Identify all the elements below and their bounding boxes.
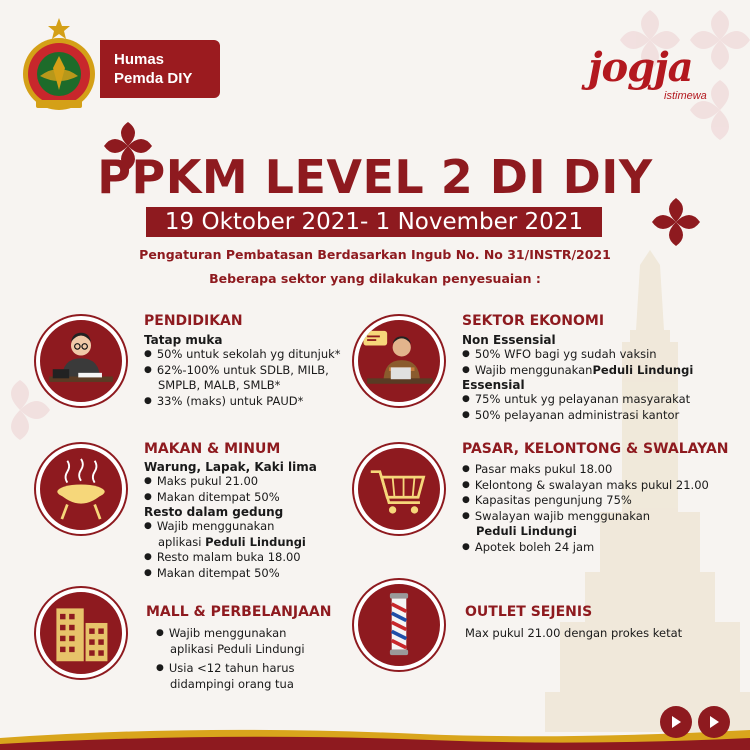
makan-sub2: Resto dalam gedung	[144, 505, 284, 519]
pasar-content	[462, 462, 737, 555]
list-item: ● Apotek boleh 24 jam	[462, 540, 737, 556]
pemda-diy-emblem-icon	[18, 16, 100, 112]
ekonomi-content	[462, 333, 732, 423]
play-icon	[669, 715, 683, 729]
jogja-brand: jogja	[588, 44, 693, 91]
barber-pole-icon	[354, 580, 444, 670]
outlet-title: OUTLET SEJENIS	[465, 604, 593, 620]
list-item: Peduli Lindungi	[476, 524, 577, 538]
list-item: ● Usia <12 tahun harus	[156, 661, 356, 677]
humas-line2: Pemda DIY	[114, 70, 193, 87]
date-range: 19 Oktober 2021- 1 November 2021	[146, 207, 602, 237]
humas-line1: Humas	[114, 51, 165, 68]
ekonomi-title: SEKTOR EKONOMI	[462, 313, 605, 329]
grill-icon	[36, 444, 126, 534]
office-worker-icon	[354, 316, 444, 406]
list-item: didampingi orang tua	[170, 676, 294, 691]
makan-title: MAKAN & MINUM	[144, 441, 281, 457]
list-item: ● 50% pelayanan administrasi kantor	[462, 408, 732, 424]
list-item: aplikasi Peduli Lindungi	[170, 641, 305, 656]
list-item: ● Kapasitas pengunjung 75%	[462, 493, 737, 509]
list-item: ● Kelontong & swalayan maks pukul 21.00	[462, 478, 737, 494]
outlet-text: Max pukul 21.00 dengan prokes ketat	[465, 626, 683, 640]
bottom-wave-decoration	[0, 724, 750, 750]
list-item: ● Wajib menggunakan	[156, 626, 356, 642]
next-slide-button[interactable]	[698, 706, 730, 738]
regulation-text: Pengaturan Pembatasan Berdasarkan Ingub No. No 31/INSTR/2021	[139, 247, 611, 262]
list-item: ● 75% untuk yg pelayanan masyarakat	[462, 392, 732, 408]
ekonomi-sub2: Essensial	[462, 378, 525, 392]
list-item: ● Pasar maks pukul 18.00	[462, 462, 737, 478]
list-item: ● 50% untuk sekolah yg ditunjuk*	[144, 347, 364, 363]
makan-content	[144, 460, 354, 581]
list-item: aplikasi Peduli Lindungi	[158, 534, 306, 549]
list-item: ● 50% WFO bagi yg sudah vaksin	[462, 347, 732, 363]
shopping-cart-icon	[354, 444, 444, 534]
mall-content	[156, 626, 356, 692]
jogja-tagline: istimewa	[664, 90, 707, 102]
list-item: ● Makan ditempat 50%	[144, 566, 354, 582]
pendidikan-title: PENDIDIKAN	[144, 313, 243, 329]
pendidikan-content	[144, 333, 364, 409]
list-item: ● 33% (maks) untuk PAUD*	[144, 394, 364, 410]
play-icon	[707, 715, 721, 729]
list-item: SMPLB, MALB, SMLB*	[158, 378, 281, 392]
makan-sub1: Warung, Lapak, Kaki lima	[144, 460, 317, 474]
list-item: ● 62%-100% untuk SDLB, MILB,	[144, 363, 364, 379]
list-item: ● Wajib menggunakan Peduli Lindungi	[462, 363, 732, 379]
list-item: ● Makan ditempat 50%	[144, 490, 354, 506]
prev-slide-button[interactable]	[660, 706, 692, 738]
list-item: ● Wajib menggunakan	[144, 519, 354, 535]
mall-title: MALL & PERBELANJAAN	[146, 604, 332, 620]
list-item: ● Resto malam buka 18.00	[144, 550, 354, 566]
pendidikan-sub: Tatap muka	[144, 333, 223, 347]
teacher-icon	[36, 316, 126, 406]
ekonomi-sub1: Non Essensial	[462, 333, 556, 347]
list-item: ● Maks pukul 21.00	[144, 474, 354, 490]
sectors-intro: Beberapa sektor yang dilakukan penyesuaian :	[209, 271, 541, 286]
building-icon	[36, 588, 126, 678]
list-item: ● Swalayan wajib menggunakan	[462, 509, 737, 525]
page-title: PPKM LEVEL 2 DI DIY	[97, 150, 653, 204]
humas-pemda-label	[100, 40, 220, 98]
pasar-title: PASAR, KELONTONG & SWALAYAN	[462, 441, 729, 457]
